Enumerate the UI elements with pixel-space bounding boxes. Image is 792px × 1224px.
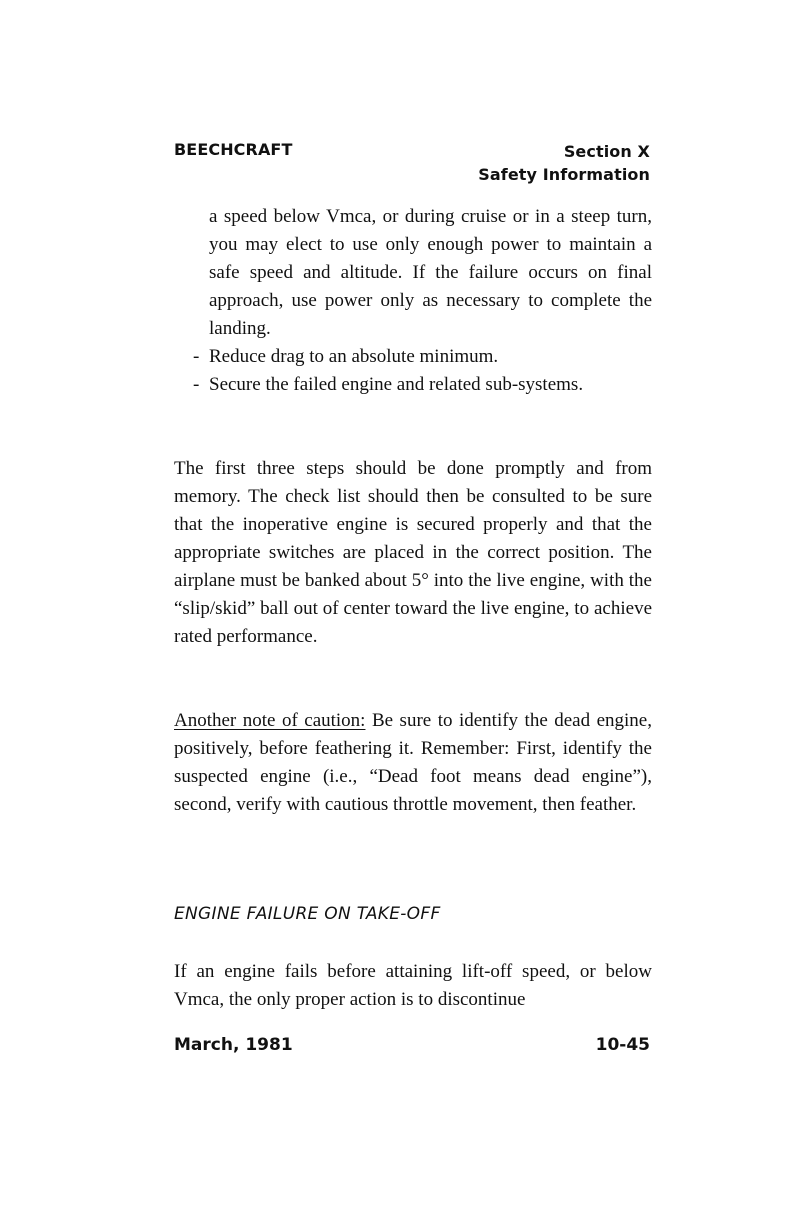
continuation-paragraph bbox=[209, 203, 652, 343]
page-number: 10-45 bbox=[595, 1035, 650, 1055]
list-item-text: Reduce drag to an absolute minimum. bbox=[209, 346, 499, 367]
procedure-paragraph bbox=[174, 455, 652, 651]
caution-paragraph bbox=[174, 707, 652, 819]
action-list bbox=[193, 343, 652, 399]
list-item bbox=[193, 371, 652, 399]
section-subheading: ENGINE FAILURE ON TAKE-OFF bbox=[174, 904, 441, 924]
footer-date: March, 1981 bbox=[174, 1035, 293, 1055]
continuation-text: a speed below Vmca, or during cruise or in a steep turn, you may elect to use only enough power to maintain a safe speed and altitude. If the failure occurs on final approach, use power only as necessary to complete the landing. bbox=[209, 206, 652, 339]
header-manufacturer: BEECHCRAFT bbox=[174, 140, 293, 159]
header-section-block bbox=[478, 140, 650, 186]
list-item bbox=[193, 343, 652, 371]
takeoff-paragraph bbox=[174, 958, 652, 1014]
header-section-title: Safety Information bbox=[478, 165, 650, 184]
list-item-marker: - bbox=[193, 346, 200, 367]
list-item-text: Secure the failed engine and related sub-systems. bbox=[209, 374, 584, 395]
header-section: Section X bbox=[563, 142, 650, 161]
procedure-text: The first three steps should be done promptly and from memory. The check list should then be consulted to be sure that the inoperative engine is secured properly and that the appropriate switches are placed in the correct position. The airplane must be banked about 5° into the live engine, with the “slip/skid” ball out of center toward the live engine, to achieve rated performance. bbox=[174, 458, 652, 647]
list-item-marker: - bbox=[193, 374, 200, 395]
caution-body: Be sure to identify the dead engine, positively, before feathering it. Remember: First, identify the suspected engine (i.e., “Dead foot means dead engine”), second, verify with cautious throttle movement, then feather. bbox=[174, 710, 652, 815]
takeoff-text: If an engine fails before attaining lift-off speed, or below Vmca, the only proper action is to discontinue bbox=[174, 961, 652, 1010]
caution-lead: Another note of caution: bbox=[174, 710, 366, 731]
caution-text bbox=[174, 707, 652, 819]
